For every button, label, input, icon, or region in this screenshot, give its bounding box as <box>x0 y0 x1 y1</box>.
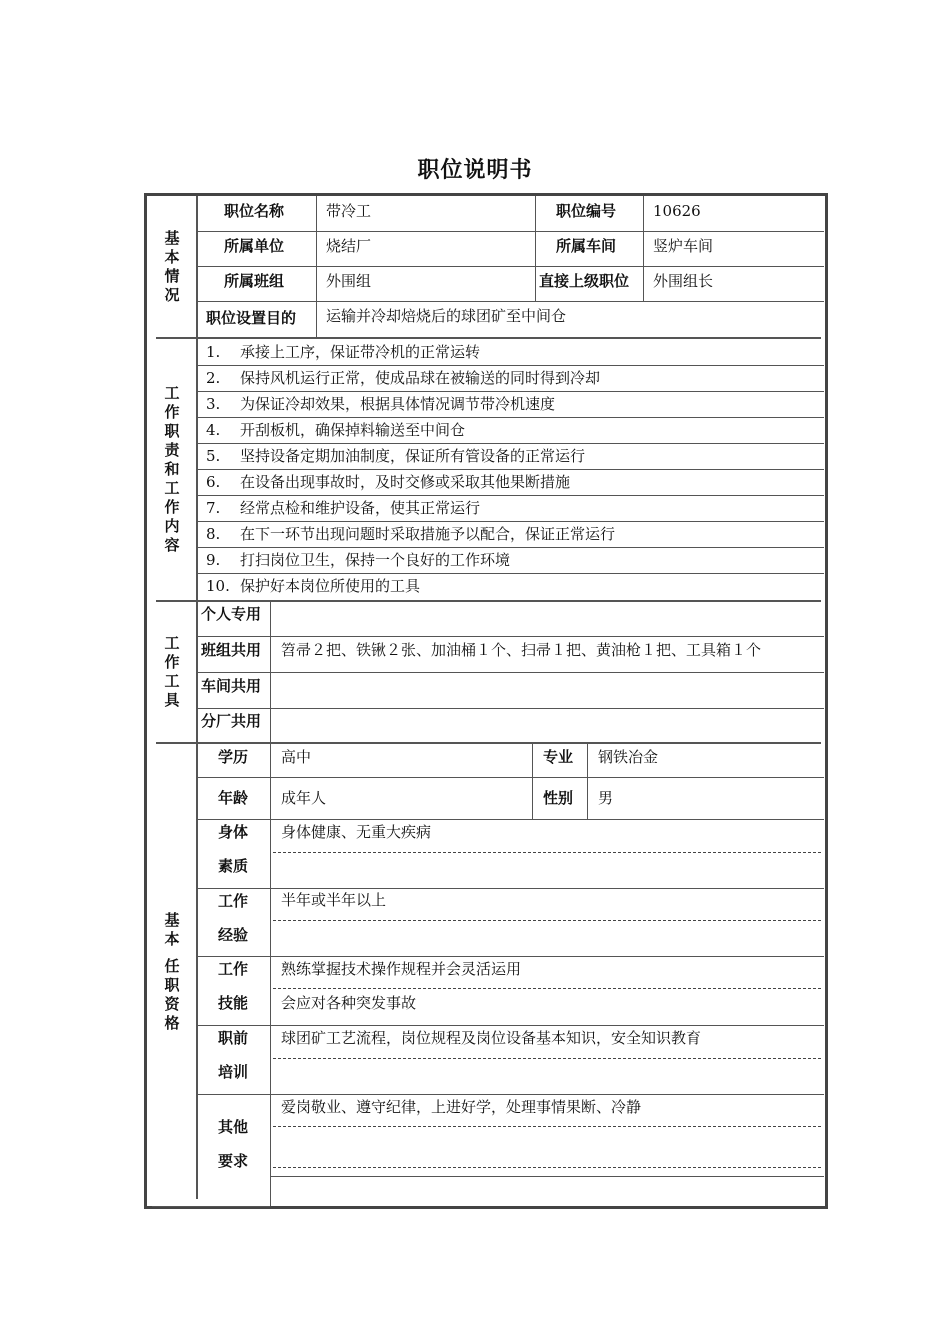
row-divider <box>270 1176 824 1177</box>
workshop-value: 竖炉车间 <box>653 237 714 255</box>
skills-label: 技能 <box>218 994 249 1012</box>
dashed-line <box>273 852 821 853</box>
team-value: 外围组 <box>326 272 372 290</box>
row-divider <box>196 365 824 366</box>
row-divider <box>196 266 824 267</box>
skills-label: 工作 <box>218 960 249 978</box>
col-divider <box>587 744 588 819</box>
duty-item: 3. 为保证冷却效果，根据具体情况调节带冷机速度 <box>206 395 556 413</box>
duty-item: 7. 经常点检和维护设备，使其正常运行 <box>206 499 481 517</box>
col-divider <box>532 744 533 819</box>
row-divider <box>196 495 824 496</box>
section-label-tools: 工 作 工 具 <box>164 634 180 709</box>
experience-label: 工作 <box>218 892 249 910</box>
tools-team-value: 笤帚２把、铁锹２张、加油桶１个、扫帚１把、黄油枪１把、工具箱１个 <box>281 641 762 659</box>
row-divider <box>196 777 824 778</box>
training-value: 球团矿工艺流程，岗位规程及岗位设备基本知识，安全知识教育 <box>281 1029 702 1047</box>
duty-item: 8. 在下一环节出现问题时采取措施予以配合，保证正常运行 <box>206 525 616 543</box>
row-divider <box>196 672 824 673</box>
duty-item: 6. 在设备出现事故时，及时交修或采取其他果断措施 <box>206 473 571 491</box>
other-value: 爱岗敬业、遵守纪律，上进好学，处理事情果断、冷静 <box>281 1098 642 1116</box>
skills-value: 会应对各种突发事故 <box>281 994 417 1012</box>
section-divider <box>156 600 821 602</box>
dashed-line <box>273 1058 821 1059</box>
col-divider <box>270 744 271 1206</box>
purpose-value: 运输并冷却焙烧后的球团矿至中间仓 <box>326 307 567 325</box>
duty-item: 9. 打扫岗位卫生，保持一个良好的工作环境 <box>206 551 511 569</box>
row-divider <box>196 888 824 889</box>
position-code-label: 职位编号 <box>556 202 617 220</box>
row-divider <box>152 1206 270 1207</box>
dashed-line <box>273 1126 821 1127</box>
training-label: 职前 <box>218 1029 249 1047</box>
row-divider <box>196 443 824 444</box>
training-label: 培训 <box>218 1063 249 1081</box>
section-divider <box>156 742 821 744</box>
major-value: 钢铁冶金 <box>598 748 659 766</box>
duty-item: 10. 保护好本岗位所使用的工具 <box>206 577 421 595</box>
dashed-line <box>273 988 821 989</box>
duty-item: 1. 承接上工序，保证带冷机的正常运转 <box>206 343 481 361</box>
row-divider <box>196 231 824 232</box>
row-divider <box>196 469 824 470</box>
col-divider <box>535 196 536 301</box>
row-divider <box>196 547 824 548</box>
major-label: 专业 <box>543 748 574 766</box>
position-code-value: 10626 <box>653 202 701 220</box>
section-divider <box>156 337 821 339</box>
unit-value: 烧结厂 <box>326 237 372 255</box>
duty-item: 2. 保持风机运行正常，使成品球在被输送的同时得到冷却 <box>206 369 601 387</box>
dashed-line <box>273 920 821 921</box>
physical-label: 身体 <box>218 823 249 841</box>
row-divider <box>196 819 824 820</box>
tools-team-label: 班组共用 <box>201 641 262 659</box>
superior-value: 外围组长 <box>653 272 714 290</box>
team-label: 所属班组 <box>224 272 285 290</box>
tools-branch-label: 分厂共用 <box>201 712 262 730</box>
age-label: 年龄 <box>218 789 249 807</box>
row-divider <box>196 417 824 418</box>
other-label: 要求 <box>218 1152 249 1170</box>
other-label: 其他 <box>218 1118 249 1136</box>
gender-value: 男 <box>598 789 614 807</box>
experience-label: 经验 <box>218 926 249 944</box>
position-name-label: 职位名称 <box>224 202 285 220</box>
col-divider <box>643 196 644 301</box>
dashed-line <box>273 1167 821 1168</box>
row-divider <box>196 521 824 522</box>
experience-value: 半年或半年以上 <box>281 891 387 909</box>
age-value: 成年人 <box>281 789 327 807</box>
superior-label: 直接上级职位 <box>539 272 630 290</box>
gender-label: 性别 <box>543 789 574 807</box>
row-divider <box>196 391 824 392</box>
section-label-qualifications: 基 本 任 职 资 格 <box>164 910 180 1032</box>
tools-workshop-label: 车间共用 <box>201 677 262 695</box>
row-divider <box>196 1025 824 1026</box>
section-label-duties: 工 作 职 责 和 工 作 内 容 <box>164 384 180 554</box>
unit-label: 所属单位 <box>224 237 285 255</box>
row-divider <box>196 1094 824 1095</box>
row-divider <box>196 636 824 637</box>
education-label: 学历 <box>218 748 249 766</box>
row-divider <box>196 708 824 709</box>
position-name-value: 带冷工 <box>326 202 372 220</box>
page-title: 职位说明书 <box>417 158 533 183</box>
education-value: 高中 <box>281 748 312 766</box>
skills-value: 熟练掌握技术操作规程并会灵活运用 <box>281 960 522 978</box>
workshop-label: 所属车间 <box>556 237 617 255</box>
row-divider <box>196 301 824 302</box>
purpose-label: 职位设置目的 <box>206 309 297 327</box>
section-label-basic-info: 基 本 情 况 <box>164 228 180 304</box>
label-column-rule <box>196 196 198 1199</box>
duty-item: 4. 开刮板机，确保掉料输送至中间仓 <box>206 421 466 439</box>
col-divider <box>316 196 317 337</box>
duty-item: 5. 坚持设备定期加油制度，保证所有管设备的正常运行 <box>206 447 586 465</box>
physical-value: 身体健康、无重大疾病 <box>281 823 432 841</box>
row-divider <box>196 573 824 574</box>
tools-personal-label: 个人专用 <box>201 605 262 623</box>
physical-label: 素质 <box>218 857 249 875</box>
row-divider <box>196 956 824 957</box>
